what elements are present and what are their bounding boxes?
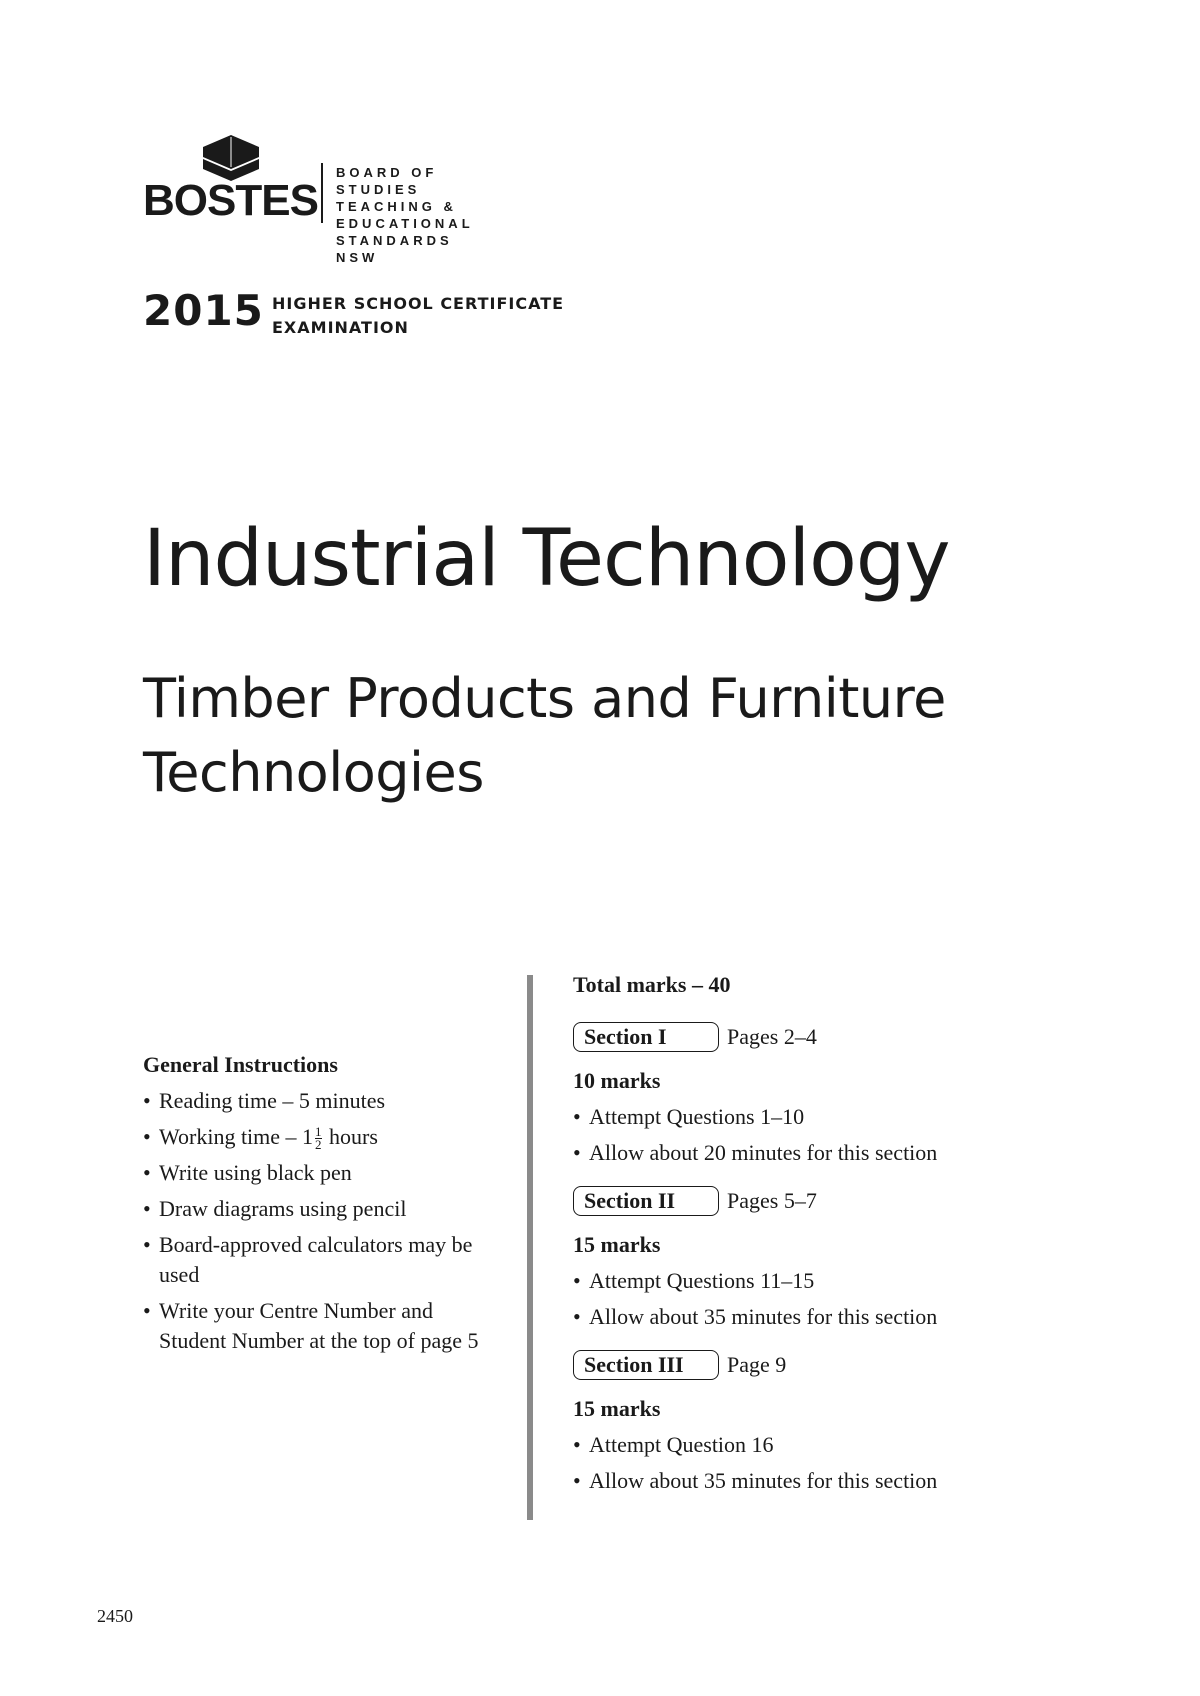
section-label-box: Section II (573, 1186, 719, 1216)
section-instructions (573, 1430, 1073, 1496)
section-header (573, 1348, 1073, 1382)
fraction-denominator: 2 (315, 1137, 322, 1153)
subtitle-line-1: Timber Products and Furniture (143, 667, 946, 730)
list-item: • Allow about 35 minutes for this section (573, 1466, 1073, 1496)
section-header (573, 1184, 1073, 1218)
list-item: • Draw diagrams using pencil (143, 1194, 483, 1224)
exam-name (272, 292, 564, 340)
list-item: • Allow about 20 minutes for this section (573, 1138, 1073, 1168)
logo-line: STANDARDS NSW (336, 233, 453, 265)
logo-divider (321, 163, 323, 223)
general-instructions (143, 1050, 483, 1362)
column-divider (527, 975, 533, 1520)
exam-year: 2015 (143, 286, 264, 335)
subtitle-line-2: Technologies (143, 741, 484, 804)
exam-name-line-1: HIGHER SCHOOL CERTIFICATE (272, 294, 565, 313)
fraction-numerator: 1 (315, 1124, 322, 1140)
working-time-prefix: Working time – 1 (159, 1124, 314, 1149)
total-marks: Total marks – 40 (573, 972, 731, 997)
section-pages: Pages 5–7 (727, 1188, 817, 1213)
list-item: • Attempt Questions 11–15 (573, 1266, 1073, 1296)
list-item: • Board-approved calculators may be used (143, 1230, 483, 1290)
section-pages: Pages 2–4 (727, 1024, 817, 1049)
exam-name-line-2: EXAMINATION (272, 318, 409, 337)
section-label-box: Section I (573, 1022, 719, 1052)
list-item: • Attempt Questions 1–10 (573, 1102, 1073, 1132)
list-item (143, 1122, 483, 1152)
section-marks: 15 marks (573, 1396, 661, 1421)
section-marks: 10 marks (573, 1068, 661, 1093)
fraction (315, 1126, 322, 1151)
logo-text (336, 164, 474, 266)
page-subtitle (143, 662, 1043, 810)
section-instructions (573, 1266, 1073, 1332)
page-title: Industrial Technology (143, 514, 950, 604)
section-marks: 15 marks (573, 1232, 661, 1257)
list-item: • Write your Centre Number and Student Number at the top of page 5 (143, 1296, 483, 1356)
section-pages: Page 9 (727, 1352, 787, 1377)
section-instructions (573, 1102, 1073, 1168)
general-instructions-heading: General Instructions (143, 1052, 338, 1077)
working-time-suffix: hours (329, 1124, 378, 1149)
logo-line: EDUCATIONAL (336, 216, 474, 231)
list-item: • Write using black pen (143, 1158, 483, 1188)
logo-wordmark: BOSTES (143, 176, 318, 225)
list-item: • Attempt Question 16 (573, 1430, 1073, 1460)
marks-summary (573, 970, 1073, 1512)
logo-line: TEACHING & (336, 199, 457, 214)
logo-line: BOARD OF STUDIES (336, 165, 438, 197)
list-item: • Reading time – 5 minutes (143, 1086, 483, 1116)
section-header (573, 1020, 1073, 1054)
instruction-list (143, 1086, 483, 1356)
list-item: • Allow about 35 minutes for this section (573, 1302, 1073, 1332)
section-label-box: Section III (573, 1350, 719, 1380)
page-code: 2450 (97, 1606, 133, 1626)
